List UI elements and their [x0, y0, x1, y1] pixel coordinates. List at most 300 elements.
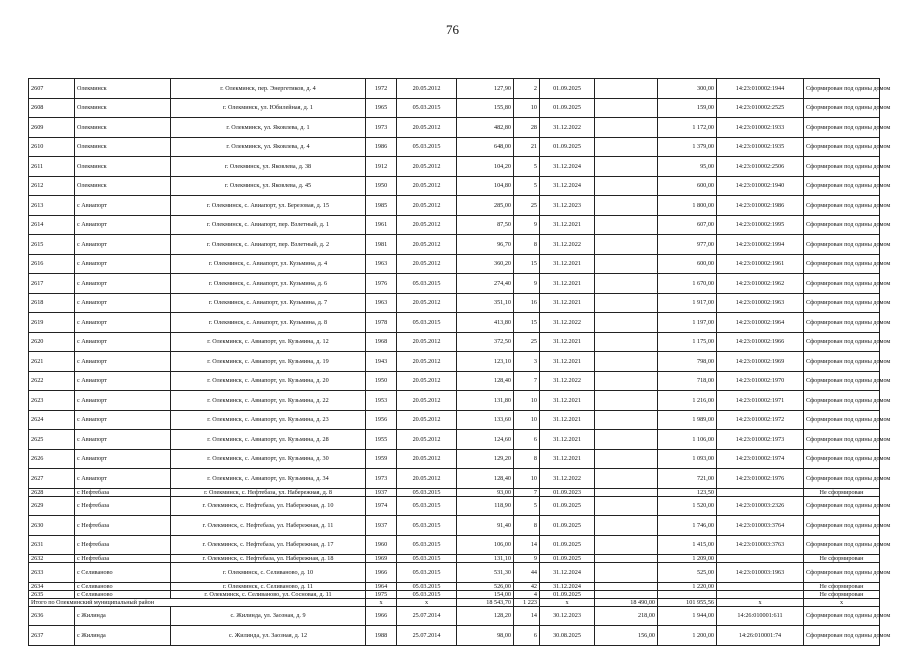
cadastral-number-cell: 14:23:010003:1963 — [717, 563, 804, 583]
area-cell: 98,00 — [457, 626, 514, 646]
address-cell: г. Олекминск, с. Авиапорт, ул. Кузьмина, д. 30 — [171, 449, 366, 469]
table-row — [29, 98, 880, 118]
locality-cell: с Нефтебаза — [75, 488, 171, 496]
area-cell: 104,80 — [457, 176, 514, 196]
build-year-cell: 1973 — [366, 469, 397, 489]
land-status-cell: Не сформирован — [804, 488, 880, 496]
locality-cell: с Авиапорт — [75, 215, 171, 235]
row-number-cell: 2607 — [29, 79, 75, 99]
row-number-cell: 2623 — [29, 391, 75, 411]
residents-cell: 6 — [514, 626, 540, 646]
locality-cell: с Нефтебаза — [75, 555, 171, 563]
land-area-cell — [658, 590, 717, 598]
amount-cell — [595, 176, 658, 196]
locality-cell: с Авиапорт — [75, 449, 171, 469]
locality-cell: Олекминск — [75, 176, 171, 196]
total-year-cell: x — [366, 598, 397, 606]
land-status-cell: Сформирован под одины домом — [804, 352, 880, 372]
address-cell: с. Жилинда, ул. Заозная, д. 12 — [171, 626, 366, 646]
build-year-cell: 1966 — [366, 606, 397, 626]
cadastral-number-cell: 14:23:010002:1940 — [717, 176, 804, 196]
amount-cell — [595, 410, 658, 430]
table-row — [29, 469, 880, 489]
table-row — [29, 391, 880, 411]
total-f-cell: 101 955,56 — [658, 598, 717, 606]
locality-cell: Олекминск — [75, 79, 171, 99]
area-cell: 131,10 — [457, 555, 514, 563]
amount-cell — [595, 332, 658, 352]
date-cell: 20.05.2012 — [397, 293, 457, 313]
area-cell: 360,20 — [457, 254, 514, 274]
land-status-cell: Сформирован под одины домом — [804, 196, 880, 216]
area-cell: 648,00 — [457, 137, 514, 157]
build-year-cell: 1956 — [366, 410, 397, 430]
date-cell: 05.03.2015 — [397, 137, 457, 157]
row-number-cell: 2618 — [29, 293, 75, 313]
cadastral-number-cell — [717, 582, 804, 590]
residents-cell: 42 — [514, 582, 540, 590]
locality-cell: с Нефтебаза — [75, 496, 171, 516]
area-cell: 372,50 — [457, 332, 514, 352]
amount-cell — [595, 496, 658, 516]
cadastral-number-cell: 14:23:010002:1994 — [717, 235, 804, 255]
deadline-cell: 31.12.2021 — [540, 352, 595, 372]
residents-cell: 5 — [514, 157, 540, 177]
build-year-cell: 1968 — [366, 332, 397, 352]
amount-cell — [595, 582, 658, 590]
address-cell: г. Олекминск, с. Нефтебаза, ул. Набережная, д. 18 — [171, 555, 366, 563]
land-status-cell: Сформирован под одины домом — [804, 293, 880, 313]
row-number-cell: 2616 — [29, 254, 75, 274]
row-number-cell: 2630 — [29, 516, 75, 536]
cadastral-number-cell: 14:23:010002:1969 — [717, 352, 804, 372]
row-number-cell: 2613 — [29, 196, 75, 216]
land-status-cell: Сформирован под одины домом — [804, 313, 880, 333]
address-cell: г. Олекминск, с. Авиапорт, ул. Кузьмина, д. 23 — [171, 410, 366, 430]
residents-cell: 10 — [514, 98, 540, 118]
locality-cell: с Авиапорт — [75, 332, 171, 352]
land-status-cell: Сформирован под одины домом — [804, 79, 880, 99]
land-status-cell: Не сформирован — [804, 582, 880, 590]
area-cell: 128,40 — [457, 469, 514, 489]
amount-cell: 218,00 — [595, 606, 658, 626]
land-status-cell: Сформирован под одины домом — [804, 535, 880, 555]
residents-cell: 9 — [514, 274, 540, 294]
amount-cell — [595, 98, 658, 118]
land-area-cell: 1 989,00 — [658, 410, 717, 430]
amount-cell — [595, 118, 658, 138]
residents-cell: 5 — [514, 496, 540, 516]
residents-cell: 16 — [514, 293, 540, 313]
build-year-cell: 1964 — [366, 582, 397, 590]
table-row — [29, 137, 880, 157]
date-cell: 05.03.2015 — [397, 488, 457, 496]
address-cell: с. Жилинда, ул. Заозная, д. 9 — [171, 606, 366, 626]
date-cell: 20.05.2012 — [397, 430, 457, 450]
date-cell: 20.05.2012 — [397, 176, 457, 196]
land-area-cell: 123,50 — [658, 488, 717, 496]
area-cell: 129,20 — [457, 449, 514, 469]
land-area-cell: 1 800,00 — [658, 196, 717, 216]
date-cell: 05.03.2015 — [397, 313, 457, 333]
land-status-cell: Сформирован под одины домом — [804, 235, 880, 255]
row-number-cell: 2631 — [29, 535, 75, 555]
date-cell: 20.05.2012 — [397, 332, 457, 352]
land-area-cell: 1 917,00 — [658, 293, 717, 313]
total-cd-cell: x — [540, 598, 595, 606]
deadline-cell: 01.09.2025 — [540, 137, 595, 157]
page-number: 76 — [446, 22, 459, 37]
land-status-cell: Сформирован под одины домом — [804, 410, 880, 430]
amount-cell — [595, 196, 658, 216]
cadastral-number-cell: 14:23:010002:1970 — [717, 371, 804, 391]
land-area-cell: 1 220,00 — [658, 582, 717, 590]
cadastral-number-cell: 14:23:010002:1973 — [717, 430, 804, 450]
land-status-cell: Не сформирован — [804, 555, 880, 563]
date-cell: 05.03.2015 — [397, 555, 457, 563]
table-row — [29, 626, 880, 646]
date-cell: 20.05.2012 — [397, 254, 457, 274]
row-number-cell: 2632 — [29, 555, 75, 563]
table-row — [29, 516, 880, 536]
cadastral-number-cell — [717, 488, 804, 496]
date-cell: 20.05.2012 — [397, 157, 457, 177]
build-year-cell: 1974 — [366, 496, 397, 516]
land-status-cell: Сформирован под одины домом — [804, 254, 880, 274]
deadline-cell: 31.12.2021 — [540, 449, 595, 469]
date-cell: 20.05.2012 — [397, 469, 457, 489]
area-cell: 285,00 — [457, 196, 514, 216]
locality-cell: с Авиапорт — [75, 371, 171, 391]
date-cell: 05.03.2015 — [397, 590, 457, 598]
locality-cell: с Авиапорт — [75, 293, 171, 313]
table-row — [29, 590, 880, 598]
deadline-cell: 31.12.2022 — [540, 235, 595, 255]
table-row — [29, 157, 880, 177]
locality-cell: с Авиапорт — [75, 410, 171, 430]
cadastral-number-cell — [717, 555, 804, 563]
land-area-cell: 1 670,00 — [658, 274, 717, 294]
area-cell: 128,40 — [457, 371, 514, 391]
address-cell: г. Олекминск, с. Авиапорт, ул. Кузьмина, д. 34 — [171, 469, 366, 489]
row-number-cell: 2634 — [29, 582, 75, 590]
locality-cell: с Жилинда — [75, 606, 171, 626]
row-number-cell: 2633 — [29, 563, 75, 583]
cadastral-number-cell: 14:23:010002:1974 — [717, 449, 804, 469]
address-cell: г. Олекминск, ул. Яковлева, д. 45 — [171, 176, 366, 196]
land-status-cell: Сформирован под одины домом — [804, 215, 880, 235]
total-label: Итого по Олекминский муниципальный район — [29, 598, 366, 606]
address-cell: г. Олекминск, ул. Яковлева, д. 4 — [171, 137, 366, 157]
deadline-cell: 31.12.2021 — [540, 215, 595, 235]
amount-cell — [595, 516, 658, 536]
cadastral-number-cell: 14:23:010003:3763 — [717, 535, 804, 555]
deadline-cell: 01.09.2025 — [540, 590, 595, 598]
amount-cell — [595, 137, 658, 157]
locality-cell: с Авиапорт — [75, 235, 171, 255]
amount-cell: 156,00 — [595, 626, 658, 646]
row-number-cell: 2617 — [29, 274, 75, 294]
cadastral-number-cell: 14:26:010001:611 — [717, 606, 804, 626]
cadastral-number-cell: 14:23:010002:1962 — [717, 274, 804, 294]
cadastral-number-cell: 14:23:010002:1995 — [717, 215, 804, 235]
land-status-cell: Сформирован под одины домом — [804, 606, 880, 626]
land-area-cell: 159,00 — [658, 98, 717, 118]
amount-cell — [595, 449, 658, 469]
date-cell: 25.07.2014 — [397, 626, 457, 646]
row-number-cell: 2636 — [29, 606, 75, 626]
row-number-cell: 2622 — [29, 371, 75, 391]
land-area-cell: 525,00 — [658, 563, 717, 583]
row-number-cell: 2608 — [29, 98, 75, 118]
deadline-cell: 31.12.2024 — [540, 582, 595, 590]
land-status-cell: Сформирован под одины домом — [804, 430, 880, 450]
deadline-cell: 30.12.2023 — [540, 606, 595, 626]
table-row — [29, 582, 880, 590]
build-year-cell: 1963 — [366, 254, 397, 274]
locality-cell: с Авиапорт — [75, 391, 171, 411]
address-cell: г. Олекминск, с. Нефтебаза, ул. Набережная, д. 10 — [171, 496, 366, 516]
area-cell: 96,70 — [457, 235, 514, 255]
area-cell: 128,20 — [457, 606, 514, 626]
locality-cell: с Авиапорт — [75, 313, 171, 333]
address-cell: г. Олекминск, с. Нефтебаза, ул. Набережная, д. 11 — [171, 516, 366, 536]
land-area-cell: 718,00 — [658, 371, 717, 391]
locality-cell: с Авиапорт — [75, 430, 171, 450]
date-cell: 20.05.2012 — [397, 391, 457, 411]
amount-cell — [595, 79, 658, 99]
row-number-cell: 2620 — [29, 332, 75, 352]
row-number-cell: 2614 — [29, 215, 75, 235]
amount-cell — [595, 469, 658, 489]
deadline-cell: 31.12.2022 — [540, 118, 595, 138]
amount-cell — [595, 235, 658, 255]
amount-cell — [595, 254, 658, 274]
build-year-cell: 1969 — [366, 555, 397, 563]
build-year-cell: 1912 — [366, 157, 397, 177]
land-area-cell: 1 093,00 — [658, 449, 717, 469]
address-cell: г. Олекминск, с. Авиапорт, ул. Кузьмина, д. 20 — [171, 371, 366, 391]
address-cell: г. Олекминск, с. Авиапорт, ул. Кузьмина, д. 22 — [171, 391, 366, 411]
locality-cell: с Авиапорт — [75, 254, 171, 274]
row-number-cell: 2621 — [29, 352, 75, 372]
row-number-cell: 2627 — [29, 469, 75, 489]
table-row — [29, 371, 880, 391]
cadastral-number-cell: 14:23:010002:2525 — [717, 98, 804, 118]
build-year-cell: 1973 — [366, 118, 397, 138]
area-cell: 526,00 — [457, 582, 514, 590]
land-status-cell: Сформирован под одины домом — [804, 496, 880, 516]
table-row — [29, 410, 880, 430]
land-status-cell: Сформирован под одины домом — [804, 516, 880, 536]
address-cell: г. Олекминск, с. Авиапорт, ул. Кузьмина, д. 12 — [171, 332, 366, 352]
locality-cell: с Селиваново — [75, 590, 171, 598]
address-cell: г. Олекминск, с. Авиапорт, ул. Кузьмина, д. 8 — [171, 313, 366, 333]
land-status-cell: Сформирован под одины домом — [804, 274, 880, 294]
build-year-cell: 1961 — [366, 215, 397, 235]
total-cnt-cell: 1 223 — [514, 598, 540, 606]
deadline-cell: 01.09.2025 — [540, 79, 595, 99]
table-row — [29, 274, 880, 294]
date-cell: 20.05.2012 — [397, 235, 457, 255]
build-year-cell: 1943 — [366, 352, 397, 372]
locality-cell: Олекминск — [75, 118, 171, 138]
amount-cell — [595, 555, 658, 563]
land-status-cell: Сформирован под одины домом — [804, 332, 880, 352]
amount-cell — [595, 274, 658, 294]
land-status-cell: Сформирован под одины домом — [804, 563, 880, 583]
row-number-cell: 2628 — [29, 488, 75, 496]
land-area-cell: 1 200,00 — [658, 626, 717, 646]
residents-cell: 5 — [514, 176, 540, 196]
land-area-cell: 300,00 — [658, 79, 717, 99]
area-cell: 123,10 — [457, 352, 514, 372]
build-year-cell: 1953 — [366, 391, 397, 411]
amount-cell — [595, 535, 658, 555]
cadastral-number-cell: 14:23:010003:2326 — [717, 496, 804, 516]
deadline-cell: 31.12.2021 — [540, 430, 595, 450]
total-date-cell: x — [397, 598, 457, 606]
residents-cell: 14 — [514, 535, 540, 555]
date-cell: 20.05.2012 — [397, 118, 457, 138]
build-year-cell: 1950 — [366, 176, 397, 196]
residents-cell: 3 — [514, 352, 540, 372]
build-year-cell: 1981 — [366, 235, 397, 255]
land-status-cell: Сформирован под одины домом — [804, 98, 880, 118]
deadline-cell: 01.09.2023 — [540, 488, 595, 496]
land-area-cell: 1 197,00 — [658, 313, 717, 333]
area-cell: 118,90 — [457, 496, 514, 516]
address-cell: г. Олекминск, с. Нефтебаза, ул. Набережная, д. 8 — [171, 488, 366, 496]
deadline-cell: 31.12.2022 — [540, 469, 595, 489]
land-area-cell: 607,00 — [658, 215, 717, 235]
date-cell: 05.03.2015 — [397, 98, 457, 118]
residents-cell: 15 — [514, 254, 540, 274]
row-number-cell: 2625 — [29, 430, 75, 450]
amount-cell — [595, 215, 658, 235]
amount-cell — [595, 430, 658, 450]
locality-cell: Олекминск — [75, 137, 171, 157]
area-cell: 413,80 — [457, 313, 514, 333]
residents-cell: 9 — [514, 555, 540, 563]
build-year-cell: 1955 — [366, 430, 397, 450]
locality-cell: с Авиапорт — [75, 274, 171, 294]
residents-cell: 21 — [514, 137, 540, 157]
table-row — [29, 79, 880, 99]
build-year-cell: 1978 — [366, 313, 397, 333]
residents-cell: 7 — [514, 488, 540, 496]
build-year-cell: 1985 — [366, 196, 397, 216]
locality-cell: с Селиваново — [75, 582, 171, 590]
row-number-cell: 2612 — [29, 176, 75, 196]
table-row — [29, 215, 880, 235]
land-area-cell: 1 944,00 — [658, 606, 717, 626]
date-cell: 20.05.2012 — [397, 410, 457, 430]
date-cell: 25.07.2014 — [397, 606, 457, 626]
cadastral-number-cell: 14:23:010002:1964 — [717, 313, 804, 333]
land-status-cell: Сформирован под одины домом — [804, 371, 880, 391]
table-row — [29, 352, 880, 372]
deadline-cell: 30.08.2025 — [540, 626, 595, 646]
build-year-cell: 1959 — [366, 449, 397, 469]
area-cell: 93,00 — [457, 488, 514, 496]
cadastral-number-cell: 14:23:010002:2506 — [717, 157, 804, 177]
deadline-cell: 31.12.2021 — [540, 332, 595, 352]
total-area-cell: 18 543,70 — [457, 598, 514, 606]
amount-cell — [595, 352, 658, 372]
land-status-cell: Сформирован под одины домом — [804, 391, 880, 411]
address-cell: г. Олекминск, ул. Яковлева, д. 38 — [171, 157, 366, 177]
row-number-cell: 2609 — [29, 118, 75, 138]
table-row — [29, 606, 880, 626]
table-row — [29, 563, 880, 583]
address-cell: г. Олекминск, с. Селиваново, ул. Сосновая, д. 11 — [171, 590, 366, 598]
amount-cell — [595, 293, 658, 313]
land-status-cell: Сформирован под одины домом — [804, 469, 880, 489]
residents-cell: 15 — [514, 313, 540, 333]
build-year-cell: 1966 — [366, 563, 397, 583]
land-area-cell: 977,00 — [658, 235, 717, 255]
land-area-cell: 1 172,00 — [658, 118, 717, 138]
residents-cell: 9 — [514, 215, 540, 235]
cadastral-number-cell: 14:23:010002:1986 — [717, 196, 804, 216]
date-cell: 20.05.2012 — [397, 79, 457, 99]
row-number-cell: 2626 — [29, 449, 75, 469]
address-cell: г. Олекминск, с. Авиапорт, ул. Кузьмина, д. 4 — [171, 254, 366, 274]
land-area-cell: 721,00 — [658, 469, 717, 489]
cadastral-number-cell: 14:23:010002:1944 — [717, 79, 804, 99]
amount-cell — [595, 313, 658, 333]
address-cell: г. Олекминск, с. Авиапорт, пер. Взлетный, д. 2 — [171, 235, 366, 255]
land-status-cell: Сформирован под одины домом — [804, 137, 880, 157]
deadline-cell: 01.09.2025 — [540, 555, 595, 563]
cadastral-number-cell: 14:23:010002:1961 — [717, 254, 804, 274]
locality-cell: с Авиапорт — [75, 196, 171, 216]
table-row — [29, 449, 880, 469]
cadastral-number-cell: 14:23:010002:1933 — [717, 118, 804, 138]
land-area-cell: 1 379,00 — [658, 137, 717, 157]
row-number-cell: 2610 — [29, 137, 75, 157]
amount-cell — [595, 563, 658, 583]
land-area-cell: 1 415,00 — [658, 535, 717, 555]
table-row — [29, 235, 880, 255]
table-row — [29, 332, 880, 352]
amount-cell — [595, 488, 658, 496]
address-cell: г. Олекминск, с. Авиапорт, ул. Кузьмина, д. 6 — [171, 274, 366, 294]
address-cell: г. Олекминск, с. Авиапорт, ул. Кузьмина, д. 19 — [171, 352, 366, 372]
date-cell: 05.03.2015 — [397, 582, 457, 590]
land-area-cell: 1 216,00 — [658, 391, 717, 411]
residents-cell: 8 — [514, 235, 540, 255]
locality-cell: с Жилинда — [75, 626, 171, 646]
address-cell: г. Олекминск, пер. Энергетиков, д. 4 — [171, 79, 366, 99]
amount-cell — [595, 157, 658, 177]
residents-cell: 25 — [514, 332, 540, 352]
build-year-cell: 1963 — [366, 293, 397, 313]
table-row — [29, 118, 880, 138]
date-cell: 05.03.2015 — [397, 563, 457, 583]
residents-cell: 8 — [514, 516, 540, 536]
deadline-cell: 31.12.2021 — [540, 410, 595, 430]
address-cell: г. Олекминск, с. Нефтебаза, ул. Набережная, д. 17 — [171, 535, 366, 555]
table-row — [29, 535, 880, 555]
area-cell: 124,60 — [457, 430, 514, 450]
land-area-cell: 1 175,00 — [658, 332, 717, 352]
build-year-cell: 1937 — [366, 488, 397, 496]
residents-cell: 4 — [514, 590, 540, 598]
cadastral-number-cell: 14:23:010002:1976 — [717, 469, 804, 489]
land-status-cell: Сформирован под одины домом — [804, 626, 880, 646]
